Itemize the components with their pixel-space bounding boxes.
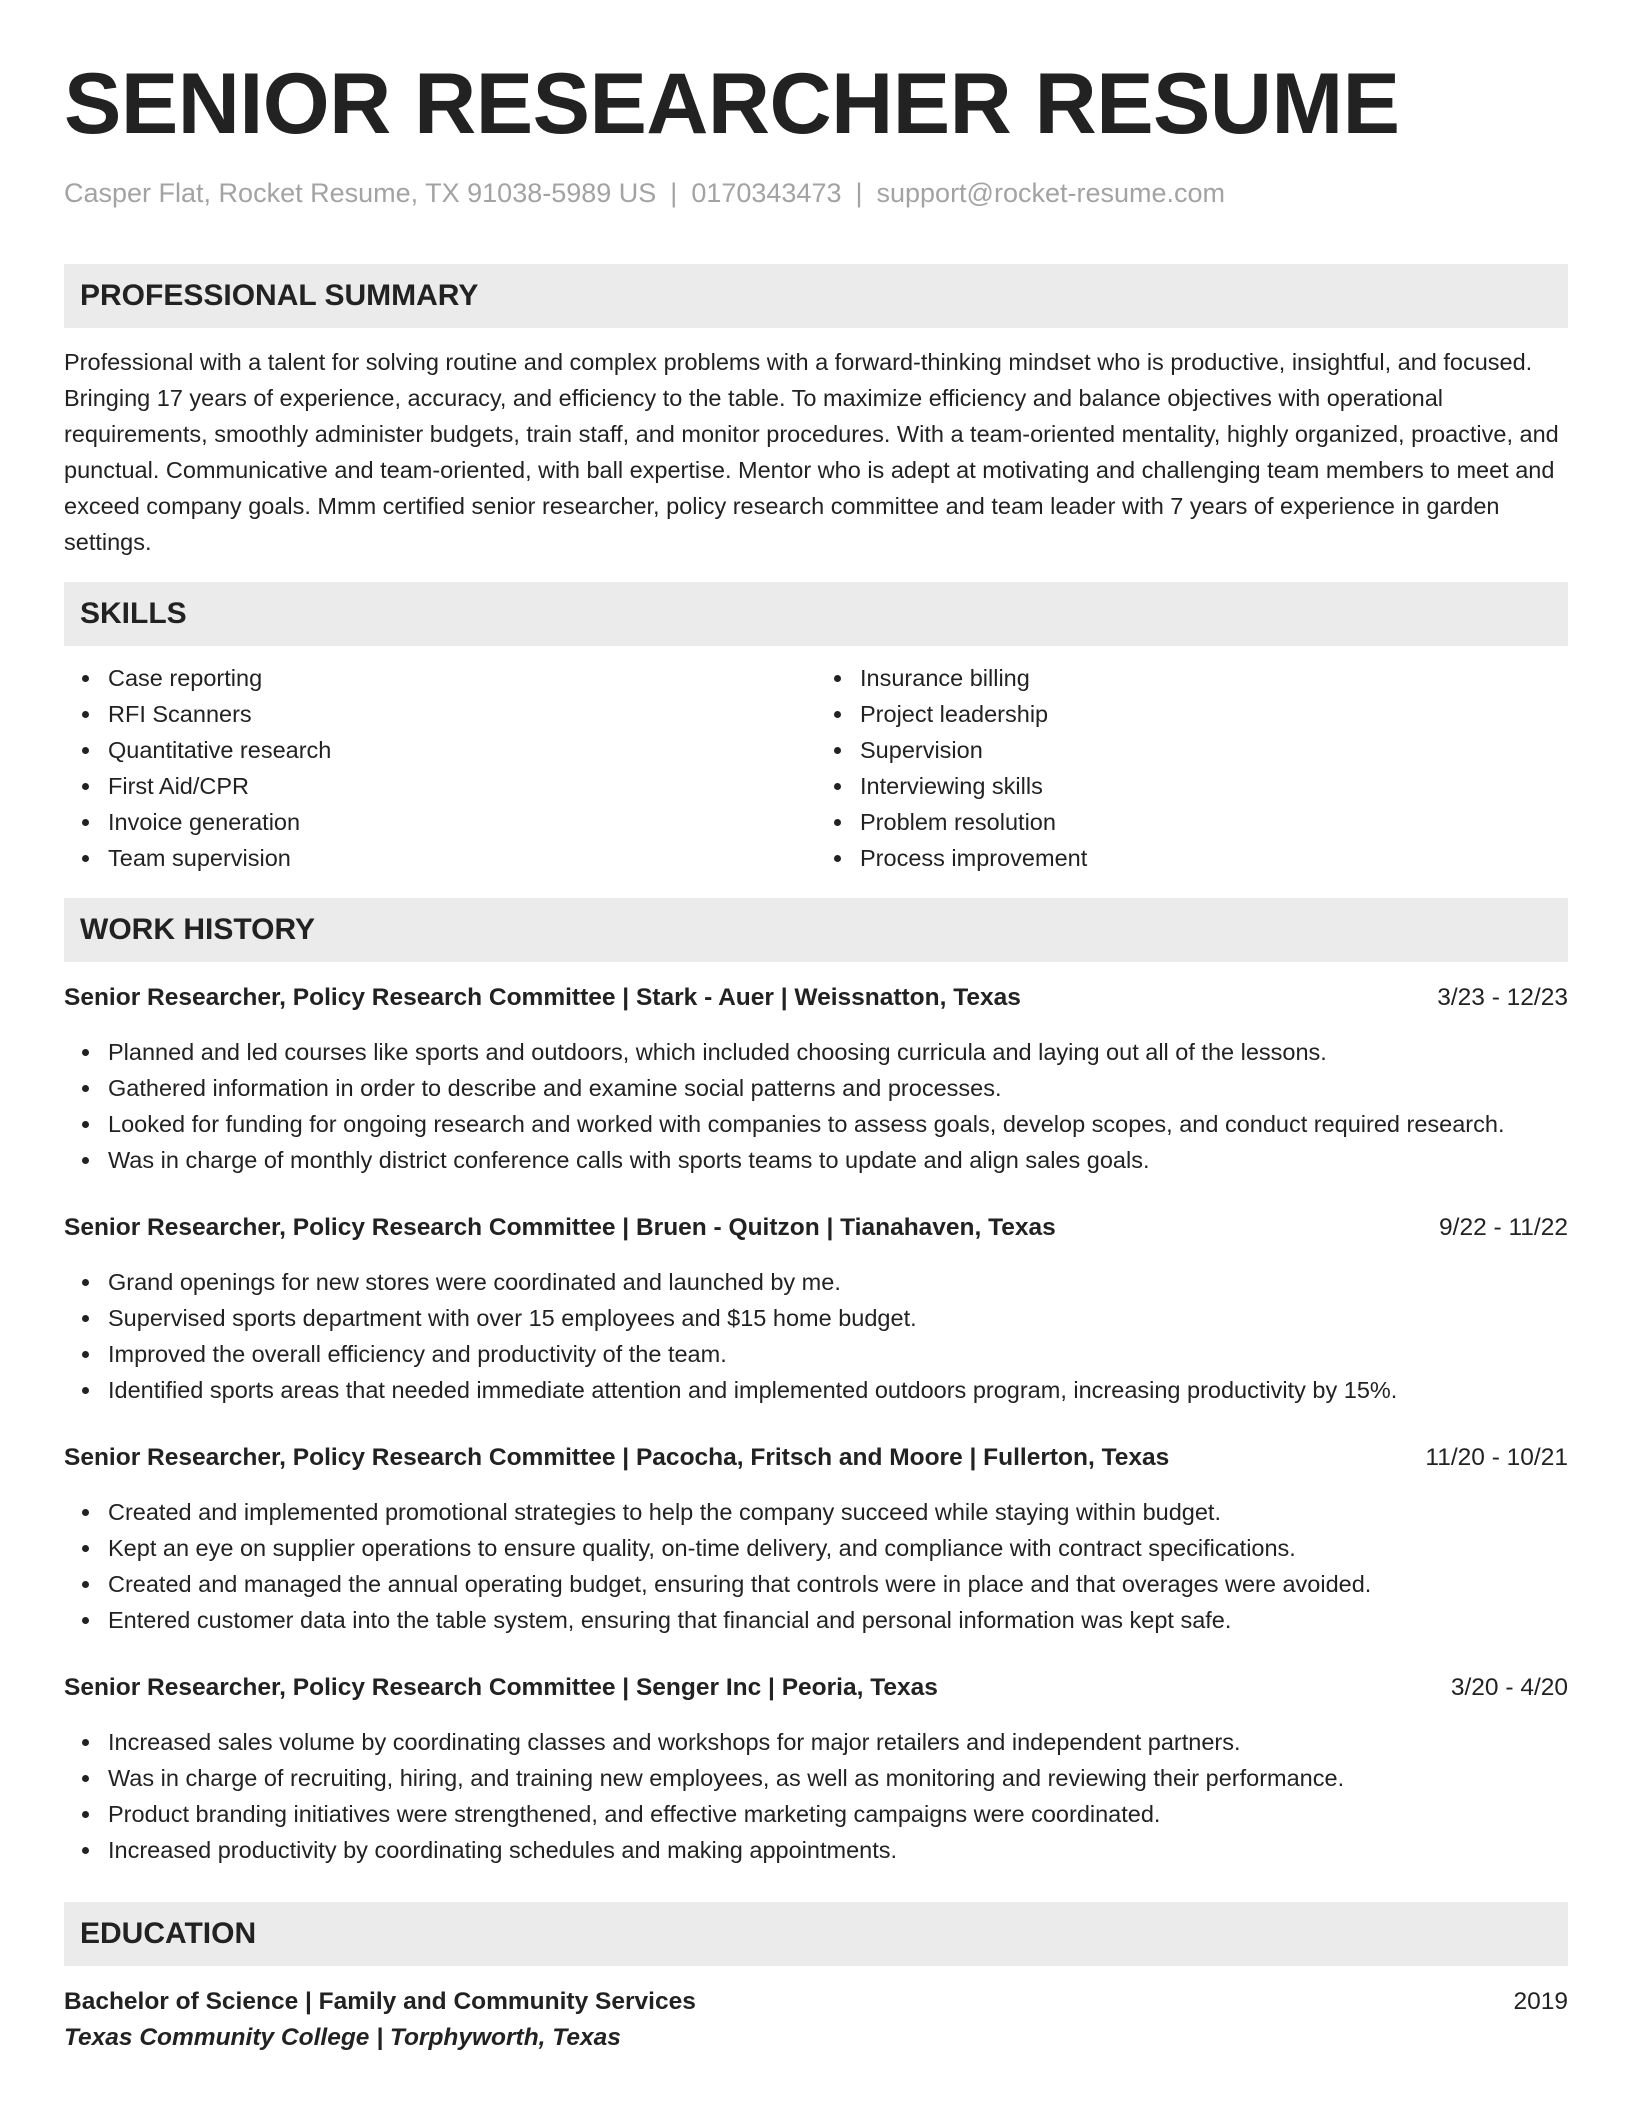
contact-address: Casper Flat, Rocket Resume, TX 91038-5989 US — [64, 178, 657, 208]
skill-item: Problem resolution — [860, 804, 1568, 840]
skill-item: Insurance billing — [860, 660, 1568, 696]
skill-item: Process improvement — [860, 840, 1568, 876]
summary-heading: PROFESSIONAL SUMMARY — [64, 264, 1568, 328]
job-dates: 3/23 - 12/23 — [1437, 984, 1568, 1011]
job-bullet: Was in charge of recruiting, hiring, and training new employees, as well as monitoring and reviewing their performance. — [108, 1760, 1568, 1796]
job-bullet: Increased productivity by coordinating schedules and making appointments. — [108, 1832, 1568, 1868]
skill-item: Invoice generation — [108, 804, 816, 840]
education-school: Texas Community College | Torphyworth, Texas — [64, 2024, 621, 2051]
contact-separator: | — [670, 178, 678, 208]
job-dates: 3/20 - 4/20 — [1450, 1674, 1568, 1701]
job-entry — [64, 1210, 1568, 1408]
work-history-heading: WORK HISTORY — [64, 898, 1568, 962]
job-bullet: Grand openings for new stores were coordinated and launched by me. — [108, 1264, 1568, 1300]
job-title: Senior Researcher, Policy Research Committee | Bruen - Quitzon | Tianahaven, Texas — [64, 1214, 1056, 1241]
skill-item: Case reporting — [108, 660, 816, 696]
education-heading: EDUCATION — [64, 1902, 1568, 1966]
job-header — [64, 980, 1568, 1016]
job-entry — [64, 1440, 1568, 1638]
skill-item: Supervision — [860, 732, 1568, 768]
skill-item: Quantitative research — [108, 732, 816, 768]
job-bullet: Looked for funding for ongoing research and worked with companies to assess goals, develop scopes, and conduct required research. — [108, 1106, 1568, 1142]
job-bullet: Identified sports areas that needed immediate attention and implemented outdoors program, increasing productivity by 15%. — [108, 1372, 1568, 1408]
skills-heading: SKILLS — [64, 582, 1568, 646]
contact-phone: 0170343473 — [691, 178, 842, 208]
job-bullet: Product branding initiatives were strengthened, and effective marketing campaigns were coordinated. — [108, 1796, 1568, 1832]
skills-column-left — [64, 660, 816, 876]
job-title: Senior Researcher, Policy Research Committee | Senger Inc | Peoria, Texas — [64, 1674, 938, 1701]
contact-line — [64, 176, 1568, 210]
job-bullet: Increased sales volume by coordinating classes and workshops for major retailers and independent partners. — [108, 1724, 1568, 1760]
job-bullet: Kept an eye on supplier operations to ensure quality, on-time delivery, and compliance with contract specifications. — [108, 1530, 1568, 1566]
job-title: Senior Researcher, Policy Research Committee | Stark - Auer | Weissnatton, Texas — [64, 984, 1021, 1011]
job-bullet: Entered customer data into the table system, ensuring that financial and personal information was kept safe. — [108, 1602, 1568, 1638]
education-degree: Bachelor of Science | Family and Community Services — [64, 1988, 696, 2015]
skill-item: Team supervision — [108, 840, 816, 876]
skills-column-right — [816, 660, 1568, 876]
job-bullet: Supervised sports department with over 15 employees and $15 home budget. — [108, 1300, 1568, 1336]
job-dates: 9/22 - 11/22 — [1439, 1214, 1568, 1241]
job-entry — [64, 980, 1568, 1178]
page-title: SENIOR RESEARCHER RESUME — [64, 56, 1400, 152]
education-year: 2019 — [1513, 1988, 1568, 2015]
resume-page — [64, 0, 1568, 2056]
job-header — [64, 1670, 1568, 1706]
job-bullets — [64, 1264, 1568, 1408]
job-bullet: Improved the overall efficiency and productivity of the team. — [108, 1336, 1568, 1372]
skill-item: First Aid/CPR — [108, 768, 816, 804]
job-header — [64, 1440, 1568, 1476]
skill-item: Interviewing skills — [860, 768, 1568, 804]
job-bullets — [64, 1034, 1568, 1178]
job-dates: 11/20 - 10/21 — [1425, 1444, 1568, 1471]
job-bullet: Was in charge of monthly district conference calls with sports teams to update and align sales goals. — [108, 1142, 1568, 1178]
job-bullet: Planned and led courses like sports and outdoors, which included choosing curricula and laying out all of the lessons. — [108, 1034, 1568, 1070]
job-bullet: Gathered information in order to describe and examine social patterns and processes. — [108, 1070, 1568, 1106]
job-bullet: Created and implemented promotional strategies to help the company succeed while staying within budget. — [108, 1494, 1568, 1530]
education-header — [64, 1984, 1568, 2020]
job-header — [64, 1210, 1568, 1246]
job-title: Senior Researcher, Policy Research Committee | Pacocha, Fritsch and Moore | Fullerton, Texas — [64, 1444, 1170, 1471]
job-bullets — [64, 1724, 1568, 1868]
contact-separator: | — [855, 178, 863, 208]
skill-item: RFI Scanners — [108, 696, 816, 732]
summary-text: Professional with a talent for solving routine and complex problems with a forward-thinking mindset who is productive, insightful, and focused. Bringing 17 years of experience, accuracy, and efficiency to the table. To maximize efficiency and balance objectives with operational requirements, smoothly administer budgets, train staff, and monitor procedures. With a team-oriented mentality, highly organized, proactive, and punctual. Communicative and team-oriented, with ball expertise. Mentor who is adept at motivating and challenging team members to meet and exceed company goals. Mmm certified senior researcher, policy research committee and team leader with 7 years of experience in garden settings. — [64, 349, 1559, 555]
job-bullet: Created and managed the annual operating budget, ensuring that controls were in place and that overages were avoided. — [108, 1566, 1568, 1602]
contact-email: support@rocket-resume.com — [876, 178, 1226, 208]
skill-item: Project leadership — [860, 696, 1568, 732]
job-entry — [64, 1670, 1568, 1868]
skills-grid — [64, 660, 1568, 876]
job-bullets — [64, 1494, 1568, 1638]
